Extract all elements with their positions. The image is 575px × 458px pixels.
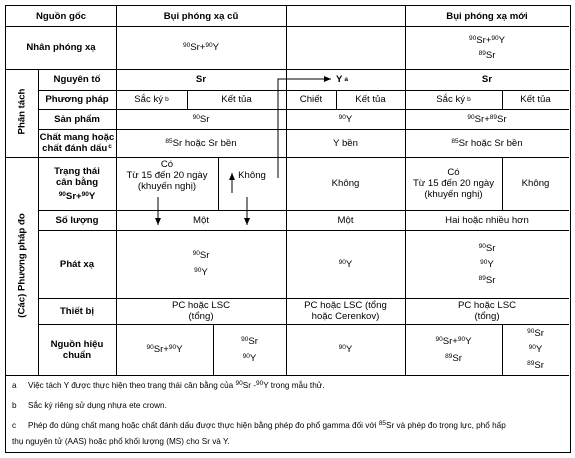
carrier-old: $^{85}$Sr hoặc Sr bền: [165, 137, 237, 149]
device-new: PC hoặc LSC (tổng): [457, 300, 517, 322]
method-label: Phương pháp: [45, 94, 109, 105]
calib-old-a: $^{90}$Sr+$^{90}$Y: [146, 344, 183, 355]
method-precip-y: Kết tủa: [355, 94, 386, 105]
carrier-label: Chất mang hoặc chất đánh dấu$^c$: [39, 132, 115, 154]
footnote-b: b Sắc ký riêng sử dụng nhựa ete crown.: [12, 401, 167, 410]
calib-old-b: $^{90}$Sr $^{90}$Y: [241, 335, 258, 364]
product-new: $^{90}$Sr+$^{89}$Sr: [467, 113, 507, 125]
product-label: Sản phẩm: [54, 113, 100, 125]
count-y: Một: [337, 214, 354, 226]
method-chrom: Sắc ký b: [134, 94, 169, 105]
carrier-y: Y bền: [333, 137, 358, 149]
footnote-a: a Việc tách Y được thực hiện theo trạng thái cân bằng của $^{90}$Sr -$^{90}$Y trong mẫu thử.: [12, 380, 325, 390]
header-source: Nguồn gốc: [35, 10, 87, 22]
carrier-new: $^{85}$Sr hoặc Sr bền: [451, 137, 523, 149]
count-old: Một: [193, 214, 209, 226]
footnote-c-cont: thụ nguyên tử (AAS) hoặc phổ khối lượng (MS) cho Sr và Y.: [12, 437, 230, 446]
data-table: [5, 5, 571, 453]
equilibrium-no: Không: [238, 169, 266, 181]
element-sr: Sr: [195, 74, 207, 85]
product-sr: $^{90}$Sr: [192, 113, 210, 125]
nuclide-old: $^{90}$Sr+$^{90}$Y: [182, 42, 220, 53]
emission-label: Phát xạ: [59, 258, 95, 270]
calib-new-a: $^{90}$Sr+$^{90}$Y $^{89}$Sr: [435, 335, 472, 364]
element-new: Sr: [481, 74, 493, 85]
nuclide-label: Nhân phóng xạ: [26, 42, 96, 53]
count-label: Số lượng: [55, 214, 99, 226]
group-separation: Phân tách: [16, 88, 28, 135]
header-new-fallout: Bụi phóng xạ mới: [446, 10, 528, 22]
method-precip: Kết tủa: [221, 94, 252, 105]
equilibrium-new-yes: Có Từ 15 đến 20 ngày (khuyến nghị): [412, 167, 495, 200]
group-measurement: (Các) Phương pháp đo: [16, 213, 28, 318]
emission-y: $^{90}$Y: [338, 258, 353, 270]
count-new: Hai hoặc nhiều hơn: [445, 214, 529, 226]
header-old-fallout: Bụi phóng xạ cũ: [163, 10, 239, 22]
product-y: $^{90}$Y: [338, 113, 353, 125]
equilibrium-y-no: Không: [331, 178, 360, 189]
method-extract: Chiết: [299, 94, 323, 105]
calib-y: $^{90}$Y: [338, 344, 353, 355]
calib-label: Nguồn hiệu chuẩn: [50, 338, 104, 361]
footnote-c: c Phép đo dùng chất mang hoặc chất đánh dấu được thực hiện bằng phép đo phổ gamma đối với $^{85}$Sr và phép đo trọng lực, phổ hấp: [12, 420, 506, 430]
device-label: Thiết bị: [59, 305, 95, 317]
device-old: PC hoặc LSC (tổng): [171, 300, 231, 322]
method-new-precip: Kết tủa: [520, 94, 551, 105]
nuclide-new: $^{90}$Sr+$^{90}$Y $^{89}$Sr: [468, 34, 506, 61]
method-new-chrom: Sắc ký b: [436, 94, 471, 105]
device-y: PC hoặc LSC (tổng hoặc Cerenkov): [304, 300, 387, 322]
emission-old: $^{90}$Sr $^{90}$Y: [192, 250, 210, 278]
equilibrium-yes: Có Từ 15 đến 20 ngày (khuyến nghị): [126, 158, 208, 192]
calib-new-b: $^{90}$Sr $^{90}$Y $^{89}$Sr: [527, 328, 544, 371]
equilibrium-label: Trạng thái cân bằng $^{90}$Sr+$^{90}$Y: [54, 165, 100, 202]
equilibrium-new-no: Không: [521, 178, 550, 189]
element-label: Nguyên tố: [53, 74, 101, 85]
element-y: Y a: [335, 74, 349, 85]
emission-new: $^{90}$Sr $^{90}$Y $^{89}$Sr: [478, 242, 496, 286]
